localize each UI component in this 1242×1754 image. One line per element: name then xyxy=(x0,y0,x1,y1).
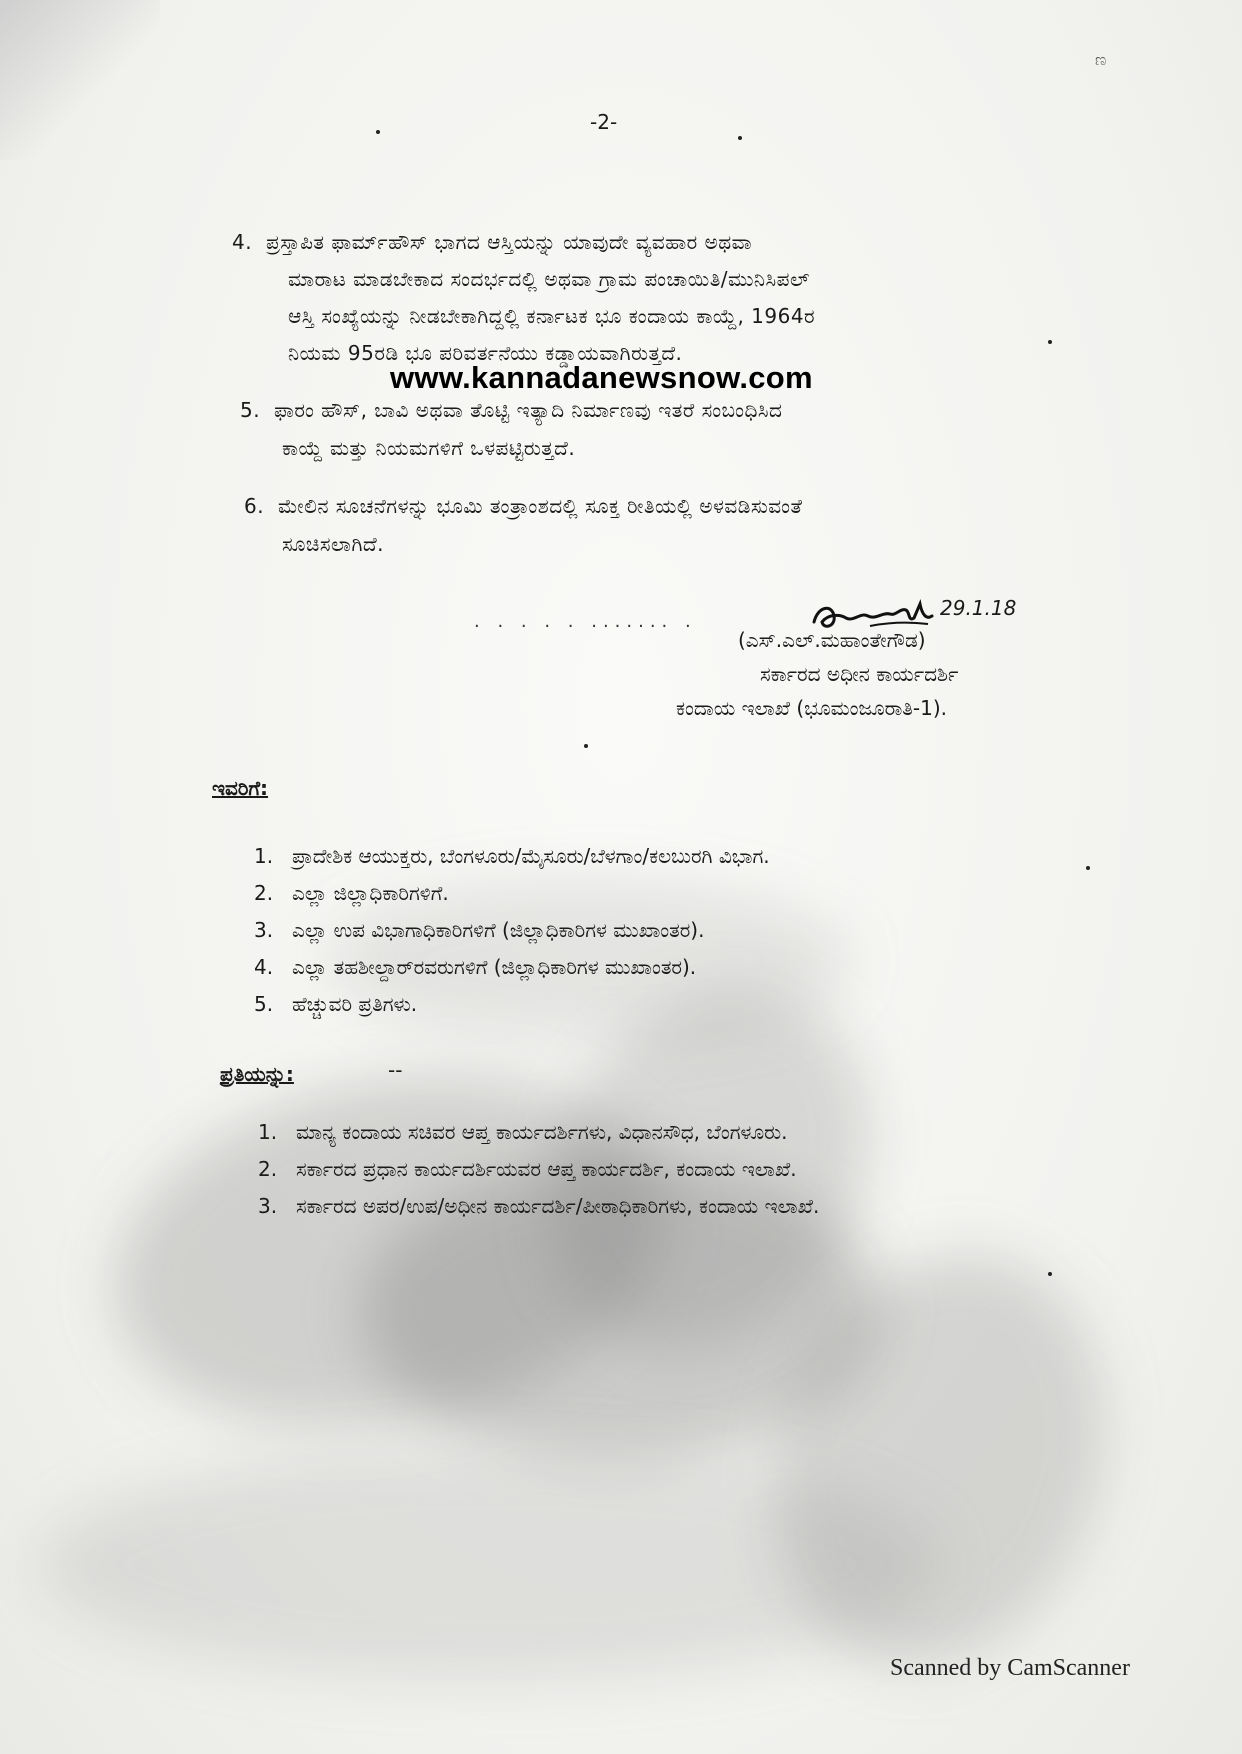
scan-smudge xyxy=(40,1450,940,1680)
paragraph-line: ಪ್ರಸ್ತಾಪಿತ ಫಾರ್ಮ್‌ಹೌಸ್ ಭಾಗದ ಆಸ್ತಿಯನ್ನು ಯಾವುದೇ ವ್ಯವಹಾರ ಅಥವಾ xyxy=(266,230,753,254)
officer-department: ಕಂದಾಯ ಇಲಾಖೆ (ಭೂಮಂಜೂರಾತಿ-1). xyxy=(676,696,947,720)
list-item-number: 4. xyxy=(254,955,274,979)
paragraph-line: ಆಸ್ತಿ ಸಂಖ್ಯೆಯನ್ನು ನೀಡಬೇಕಾಗಿದ್ದಲ್ಲಿ ಕರ್ನಾಟಕ ಭೂ ಕಂದಾಯ ಕಾಯ್ದೆ, 1964ರ xyxy=(288,304,816,328)
paragraph-number: 6. xyxy=(244,494,265,518)
paragraph-line: ಫಾರಂ ಹೌಸ್, ಬಾವಿ ಅಥವಾ ತೊಟ್ಟಿ ಇತ್ಯಾದಿ ನಿರ್ಮಾಣವು ಇತರೆ ಸಂಬಂಧಿಸಿದ xyxy=(274,398,783,422)
list-item-text: ಹೆಚ್ಚುವರಿ ಪ್ರತಿಗಳು. xyxy=(292,992,418,1016)
scan-edge-shadow xyxy=(0,0,160,160)
scan-speck xyxy=(1086,866,1090,870)
list-item-number: 1. xyxy=(254,844,274,868)
copy-heading-dash: -- xyxy=(388,1058,403,1082)
officer-name: (ಎಸ್.ಎಲ್.ಮಹಾಂತೇಗೌಡ) xyxy=(738,628,926,652)
paragraph-number: 4. xyxy=(232,230,253,254)
list-item-number: 3. xyxy=(254,918,274,942)
to-list-item xyxy=(254,992,417,1016)
paragraph-4 xyxy=(232,224,1052,374)
page-number: -2- xyxy=(590,110,618,134)
paragraph-line: ನಿಯಮ 95ರಡಿ ಭೂ ಪರಿವರ್ತನೆಯು ಕಡ್ಡಾಯವಾಗಿರುತ್ತದೆ. xyxy=(288,341,683,365)
paragraph-line: ಕಾಯ್ದೆ ಮತ್ತು ನಿಯಮಗಳಿಗೆ ಒಳಪಟ್ಟಿರುತ್ತದೆ. xyxy=(282,436,576,460)
copy-list-item xyxy=(258,1157,797,1181)
list-item-text: ಪ್ರಾದೇಶಿಕ ಆಯುಕ್ತರು, ಬೆಂಗಳೂರು/ಮೈಸೂರು/ಬೆಳಗಾಂ/ಕಲಬುರಗಿ ವಿಭಾಗ. xyxy=(292,844,770,868)
list-item-text: ಎಲ್ಲಾ ಜಿಲ್ಲಾಧಿಕಾರಿಗಳಿಗೆ. xyxy=(292,881,449,905)
scan-smudge xyxy=(723,1211,1157,1709)
corner-mark: ಣ xyxy=(1095,50,1107,69)
list-item-text: ಸರ್ಕಾರದ ಅಪರ/ಉಪ/ಅಧೀನ ಕಾರ್ಯದರ್ಶಿ/ಪೀಠಾಧಿಕಾರಿಗಳು, ಕಂದಾಯ ಇಲಾಖೆ. xyxy=(296,1194,820,1218)
officer-designation: ಸರ್ಕಾರದ ಅಧೀನ ಕಾರ್ಯದರ್ಶಿ xyxy=(760,662,959,686)
to-list-item xyxy=(254,918,704,942)
list-item-number: 1. xyxy=(258,1120,278,1144)
paragraph-line: ಮಾರಾಟ ಮಾಡಬೇಕಾದ ಸಂದರ್ಭದಲ್ಲಿ ಅಥವಾ ಗ್ರಾಮ ಪಂಚಾಯಿತಿ/ಮುನಿಸಿಪಲ್ xyxy=(288,267,810,291)
watermark-url: www.kannadanewsnow.com xyxy=(390,360,813,395)
paragraph-number: 5. xyxy=(240,398,261,422)
to-heading: ಇವರಿಗೆ: xyxy=(212,776,269,800)
copy-heading: ಪ್ರತಿಯನ್ನು: xyxy=(220,1062,294,1086)
copy-list-item xyxy=(258,1120,787,1144)
scanner-footer: Scanned by CamScanner xyxy=(890,1655,1130,1681)
scan-speck xyxy=(1048,1272,1052,1276)
to-list-item xyxy=(254,881,449,905)
list-item-number: 3. xyxy=(258,1194,278,1218)
to-list-item xyxy=(254,844,770,868)
scan-speck xyxy=(584,744,588,748)
copy-list-item xyxy=(258,1194,819,1218)
scan-speck xyxy=(738,136,742,140)
list-item-number: 2. xyxy=(258,1157,278,1181)
paragraph-line: ಮೇಲಿನ ಸೂಚನೆಗಳನ್ನು ಭೂಮಿ ತಂತ್ರಾಂಶದಲ್ಲಿ ಸೂಕ್ತ ರೀತಿಯಲ್ಲಿ ಅಳವಡಿಸುವಂತೆ xyxy=(278,494,803,518)
list-item-text: ಸರ್ಕಾರದ ಪ್ರಧಾನ ಕಾರ್ಯದರ್ಶಿಯವರ ಆಪ್ತ ಕಾರ್ಯದರ್ಶಿ, ಕಂದಾಯ ಇಲಾಖೆ. xyxy=(296,1157,797,1181)
list-item-number: 5. xyxy=(254,992,274,1016)
list-item-text: ಎಲ್ಲಾ ತಹಶೀಲ್ದಾರ್‌ರವರುಗಳಿಗೆ (ಜಿಲ್ಲಾಧಿಕಾರಿಗಳ ಮುಖಾಂತರ). xyxy=(292,955,697,979)
list-item-number: 2. xyxy=(254,881,274,905)
scan-smudge xyxy=(81,1025,699,1474)
list-item-text: ಮಾನ್ಯ ಕಂದಾಯ ಸಚಿವರ ಆಪ್ತ ಕಾರ್ಯದರ್ಶಿಗಳು, ವಿಧಾನಸೌಧ, ಬೆಂಗಳೂರು. xyxy=(296,1120,788,1144)
to-list-item xyxy=(254,955,696,979)
paragraph-line: ಸೂಚಿಸಲಾಗಿದೆ. xyxy=(282,532,384,556)
paragraph-5 xyxy=(240,392,1060,472)
scan-speck xyxy=(376,130,380,134)
signature-dots: . . . . . ....... . xyxy=(474,611,697,632)
list-item-text: ಎಲ್ಲಾ ಉಪ ವಿಭಾಗಾಧಿಕಾರಿಗಳಿಗೆ (ಜಿಲ್ಲಾಧಿಕಾರಿಗಳ ಮುಖಾಂತರ). xyxy=(292,918,705,942)
scan-speck xyxy=(1048,340,1052,344)
signature-date: 29.1.18 xyxy=(940,596,1017,620)
paragraph-6 xyxy=(244,488,1064,568)
